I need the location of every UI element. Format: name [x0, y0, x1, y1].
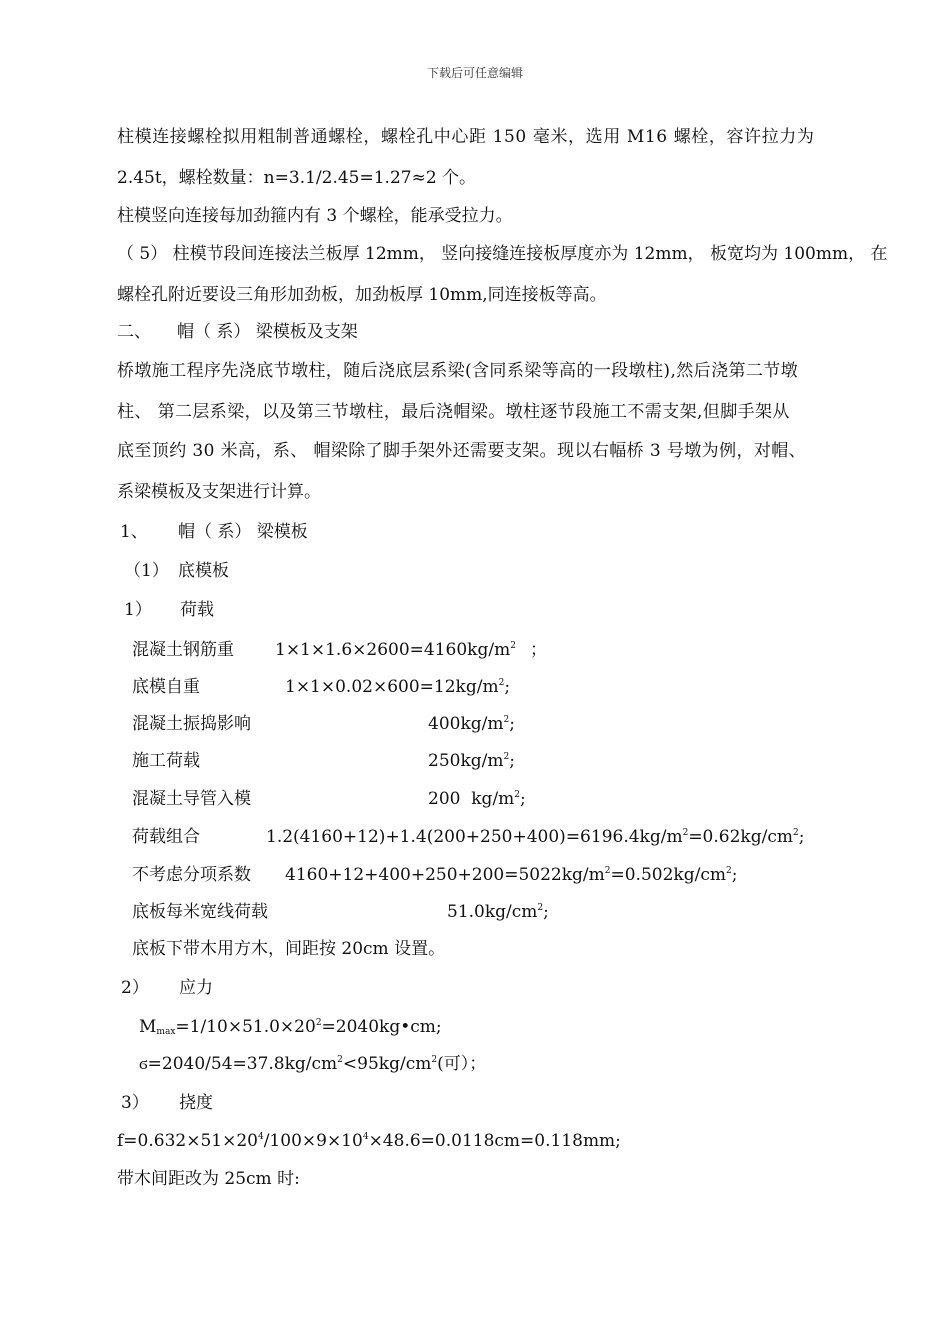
punctuation: ; — [731, 865, 738, 885]
heading-1-number: 1、 — [120, 522, 148, 542]
superscript: 2 — [604, 866, 611, 876]
para-4-line-2: 柱、 第二层系梁，以及第三节墩柱，最后浇帽梁。墩柱逐节段施工不需支架,但脚手架从 — [117, 402, 790, 422]
superscript: 2 — [725, 866, 732, 876]
deflection-part-a: f=0.632×51×20 — [117, 1131, 258, 1151]
load-value: 1×1×1.6×2600=4160kg/m — [275, 640, 511, 660]
punctuation: ; — [543, 902, 549, 922]
para-1-line-1: 柱模连接螺栓拟用粗制普通螺栓，螺栓孔中心距 150 毫米，选用 M16 螺栓，容许拉力为 — [117, 127, 815, 147]
para-4-line-3: 底至顶约 30 米高，系、 帽梁除了脚手架外还需要支架。现以右幅桥 3 号墩为例，对帽、 — [117, 441, 807, 461]
heading-stress-title: 应力 — [179, 978, 213, 998]
superscript: 2 — [510, 641, 516, 651]
superscript: 2 — [682, 828, 689, 838]
superscript: 2 — [431, 1055, 438, 1065]
para-3-line-2: 螺栓孔附近要设三角形加劲板，加劲板厚 10mm,同连接板等高。 — [117, 285, 607, 305]
para-3-line-1: （ 5） 柱模节段间连接法兰板厚 12mm， 竖向接缝连接板厚度亦为 12mm， 板宽均为 100mm， 在 — [117, 244, 888, 264]
load-value: 1×1×0.02×600=12kg/m — [285, 677, 499, 697]
stress-result: (可）； — [437, 1054, 487, 1074]
moment-result: =2040kg•cm; — [321, 1017, 442, 1037]
deflection-formula — [117, 1130, 621, 1152]
stress-expression: ϭ=2040/54=37.8kg/cm — [139, 1054, 338, 1074]
heading-load-title: 荷载 — [180, 600, 214, 620]
superscript: 2 — [503, 752, 510, 762]
punctuation: ; — [504, 677, 511, 697]
heading-deflection-title: 挠度 — [179, 1093, 213, 1113]
heading-1-title: 帽（ 系） 梁模板 — [178, 522, 308, 542]
superscript: 2 — [514, 790, 521, 800]
heading-load-number: 1） — [124, 600, 152, 620]
load-label: 施工荷载 — [132, 751, 200, 771]
punctuation: ； — [529, 640, 547, 660]
para-2: 柱模竖向连接每加劲箍内有 3 个螺栓，能承受拉力。 — [117, 206, 513, 226]
superscript: 2 — [337, 1055, 343, 1065]
section-2-number: 二、 — [117, 322, 151, 342]
load-label: 荷载组合 — [132, 827, 200, 847]
load-value: 400kg/m — [428, 714, 504, 734]
stress-allowable: <95kg/cm — [342, 1054, 432, 1074]
load-label: 底板每米宽线荷载 — [132, 902, 268, 922]
para-4-line-1: 桥墩施工程序先浇底节墩柱，随后浇底层系梁(含同系梁等高的一段墩柱),然后浇第二节墩 — [117, 361, 799, 381]
heading-1-1-title: 底模板 — [178, 561, 229, 581]
load-value: 1.2(4160+12)+1.4(200+250+400)=6196.4kg/m — [266, 827, 683, 847]
load-label: 混凝土导管入模 — [132, 789, 251, 809]
section-2-title: 帽（ 系） 梁模板及支架 — [177, 322, 358, 342]
load-value-converted: =0.62kg/cm — [688, 827, 793, 847]
superscript: 2 — [315, 1018, 322, 1028]
load-label: 不考虑分项系数 — [132, 865, 251, 885]
punctuation: ; — [509, 751, 515, 771]
load-label: 底模自重 — [132, 677, 200, 697]
punctuation: ; — [509, 714, 515, 734]
moment-symbol: M — [139, 1017, 157, 1037]
para-4-line-4: 系梁模板及支架进行计算。 — [117, 482, 321, 502]
moment-formula — [139, 1016, 442, 1038]
moment-expression: =1/10×51.0×20 — [175, 1017, 316, 1037]
batten-spacing-note: 带木间距改为 25cm 时: — [117, 1169, 300, 1189]
heading-stress-number: 2） — [121, 978, 149, 998]
deflection-part-b: /100×9×10 — [263, 1131, 363, 1151]
para-1-line-2: 2.45t，螺栓数量：n=3.1/2.45=1.27≈2 个。 — [117, 168, 477, 188]
load-value: 4160+12+400+250+200=5022kg/m — [285, 865, 605, 885]
heading-1-1-number: （1） — [124, 561, 169, 581]
deflection-part-c: ×48.6=0.0118cm=0.118mm; — [368, 1131, 621, 1151]
load-value: 51.0kg/cm — [447, 902, 538, 922]
batten-note: 底板下带木用方木，间距按 20cm 设置。 — [132, 939, 446, 959]
stress-formula — [139, 1053, 486, 1075]
punctuation: ; — [520, 789, 526, 809]
superscript: 2 — [503, 715, 510, 725]
load-label: 混凝土钢筋重 — [132, 640, 234, 660]
punctuation: ; — [798, 827, 805, 847]
superscript: 2 — [792, 828, 799, 838]
load-value: 250kg/m — [428, 751, 504, 771]
superscript: 2 — [498, 678, 505, 688]
load-label: 混凝土振捣影响 — [132, 714, 251, 734]
superscript: 4 — [362, 1132, 369, 1142]
heading-deflection-number: 3） — [121, 1093, 149, 1113]
page-header: 下载后可任意编辑 — [426, 66, 523, 80]
load-value: 200 kg/m — [428, 789, 515, 809]
superscript: 2 — [537, 903, 544, 913]
load-value-converted: =0.502kg/cm — [610, 865, 726, 885]
superscript: 4 — [257, 1132, 264, 1142]
subscript-max: max — [156, 1027, 176, 1037]
